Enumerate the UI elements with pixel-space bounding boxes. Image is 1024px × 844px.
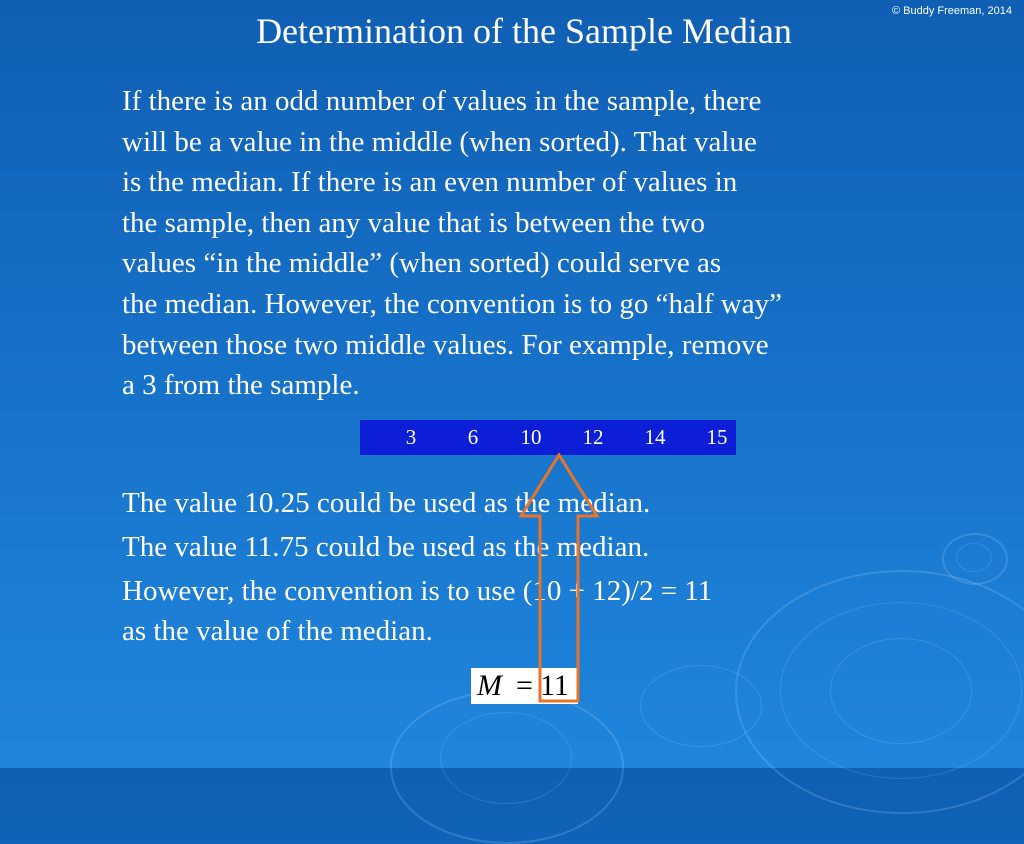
paragraph-line: the sample, then any value that is between the two bbox=[122, 206, 706, 239]
sample-value: 15 bbox=[706, 425, 728, 449]
slide-title: Determination of the Sample Median bbox=[256, 11, 792, 51]
up-arrow-shape bbox=[521, 455, 597, 701]
sample-value: 10 bbox=[520, 425, 542, 449]
sample-value: 12 bbox=[582, 425, 604, 449]
sample-value: 6 bbox=[467, 425, 479, 449]
sample-value: 14 bbox=[644, 425, 666, 449]
copyright-notice: © Buddy Freeman, 2014 bbox=[891, 5, 1012, 17]
paragraph-line: If there is an odd number of values in the sample, there bbox=[122, 85, 762, 117]
paragraph-line: is the median. If there is an even number of values in bbox=[122, 166, 738, 199]
paragraph-line: values “in the middle” (when sorted) could serve as bbox=[122, 247, 722, 280]
median-variable: M bbox=[477, 669, 502, 702]
statement-line: The value 10.25 could be used as the median. bbox=[122, 487, 651, 519]
statement-line: The value 11.75 could be used as the median. bbox=[122, 531, 650, 563]
paragraph-line: will be a value in the middle (when sorted). That value bbox=[122, 125, 757, 158]
paragraph-line: between those two middle values. For example, remove bbox=[122, 328, 769, 361]
sample-value: 3 bbox=[405, 425, 417, 449]
median-value: 11 bbox=[540, 669, 569, 702]
equals-sign: = bbox=[516, 669, 533, 702]
statement-line: as the value of the median. bbox=[122, 615, 433, 647]
paragraph-line: the median. However, the convention is to go “half way” bbox=[122, 287, 782, 320]
statement-line: However, the convention is to use (10 + 12)/2 = 11 bbox=[122, 575, 713, 607]
paragraph-line: a 3 from the sample. bbox=[122, 369, 360, 402]
